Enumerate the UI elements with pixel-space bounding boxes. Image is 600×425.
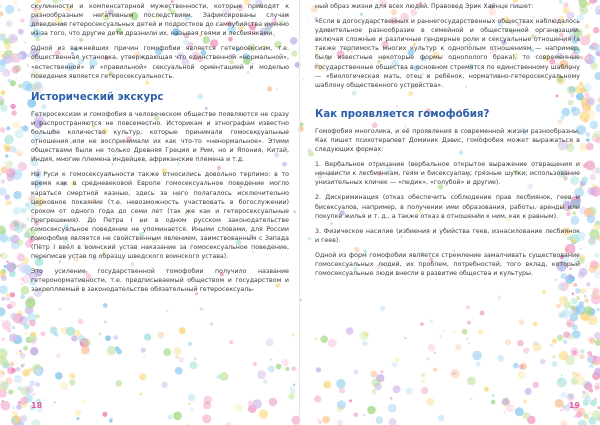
section-heading-historical: Исторический экскурс (31, 91, 164, 103)
page-number-right: 19 (568, 401, 580, 410)
page-number-left: 18 (31, 401, 43, 410)
right-page (300, 0, 600, 425)
right-quote: «Если в догосударственных и раннегосударственных обществах наблюдалось удивительное разнообразие в семейной и общественной организации, включая сложные и различные гендерные роли и сексуальные отношения (а также терпимость многих культур к однополым отношениям — например, были известные некоторые формы однополого брака), то современные государственные общества в основном стремятся по единственному шаблону — «биологическая мать, отец и ребёнок, нормативно-гетеросексуальному шаблону общественного устройства». (315, 18, 580, 89)
right-text-column (315, 2, 580, 284)
right-paragraph-1: ный образ жизни для всех людей. Правовед Эрик Хайнце пишет: (315, 3, 534, 10)
left-paragraph-3: Гетеросексизм и гомофобия в человеческом обществе появляются не сразу и распространяются не повсеместно. Историкам и этнографам известно большое количество культур, которые принимали гомосексуальные отношения или не воспринимали их как что-то «ненормальное». Этими обществами были не только Древняя Греция и Рим, но и Япония, Китай, Индия, многие племена индейцев, африканские племена и т.д. (31, 110, 289, 164)
right-list-item-3: 3. Физическое насилие (избиения и убийства геев, изнасилование лесбиянок и геев). (315, 227, 580, 244)
right-paragraph-3: Одной из форм гомофобии является стремление замалчивать существование гомосексуальных людей, их проблем, потребностей, того вклад, который гомосексуальные люди внесли в развитие общества и культуры. (315, 251, 580, 278)
left-paragraph-2: Одной из важнейших причин гомофобии является гетеросексизм, т.е. общественная установка, утверждающая что единственной «нормальной», «естественной» и «правильной» сексуальной ориентацией и моделью поведения является гетеросексуальность. (31, 45, 289, 80)
left-paragraph-1: скулинности и компенсаторной мужественности, которые приводят к разнообразным негативным последствиям. Зафиксированы случаи доведения гетеросексуальных детей и подростков до самоубийства именно из-за того, что другие дети дразнили их, называя геями и лесбиянками. (31, 3, 289, 38)
left-text-column (31, 2, 289, 301)
section-heading-manifestation: Как проявляется гомофобия? (315, 108, 490, 120)
left-paragraph-5: Это усиление государственной гомофобии получило название гетеронормативности, т.е. предписываемый обществом и государством и закрепляемый в законодательстве обязательный гетеросексуаль- (31, 268, 289, 294)
left-paragraph-4: На Руси к гомосексуальности также относились довольно терпимо: в то время как в средневековой Европе гомосексуальное поведение могло караться смертной казнью, здесь за него полагалось исключительно церковное покаяние (т.е. невозможность участвовать в богослужении) сроком от одного года до семи лет (так же как и гетеросексуальные прегрешения). До Петра I ни в одном русском законодательстве гомосексуальное поведение не упоминается. Иными словами, для России гомофобия является не свойственным явлением, заимствованным с Запада (Пётр I ввёл в воинский устав наказание за гомосексуальное поведение, переписав устав по образцу шведского воинского устава). (31, 171, 289, 261)
right-paragraph-2: Гомофобия многолика, и её проявления в современной жизни разнообразны. Как пишет психотерапевт Доминик Дэвис, гомофобия может выражаться в следующих формах: (315, 127, 580, 154)
right-list-item-2: 2. Дискриминация (отказ обеспечить соблюдение прав лесбиянок, геев и бисексуалов, например, в получении ими образования, работы, аренды или покупке жилья и т. д., а также отказ в отношении к ним, как к равным). (315, 194, 580, 220)
right-list-item-1: 1. Вербальное отрицание (вербальное открытое выражение отвращения и ненависти к лесбиянкам, геям и бисексуалам; грязные шутки; использование унизительных кличек — «педик», «голубой» и другие). (315, 161, 580, 187)
